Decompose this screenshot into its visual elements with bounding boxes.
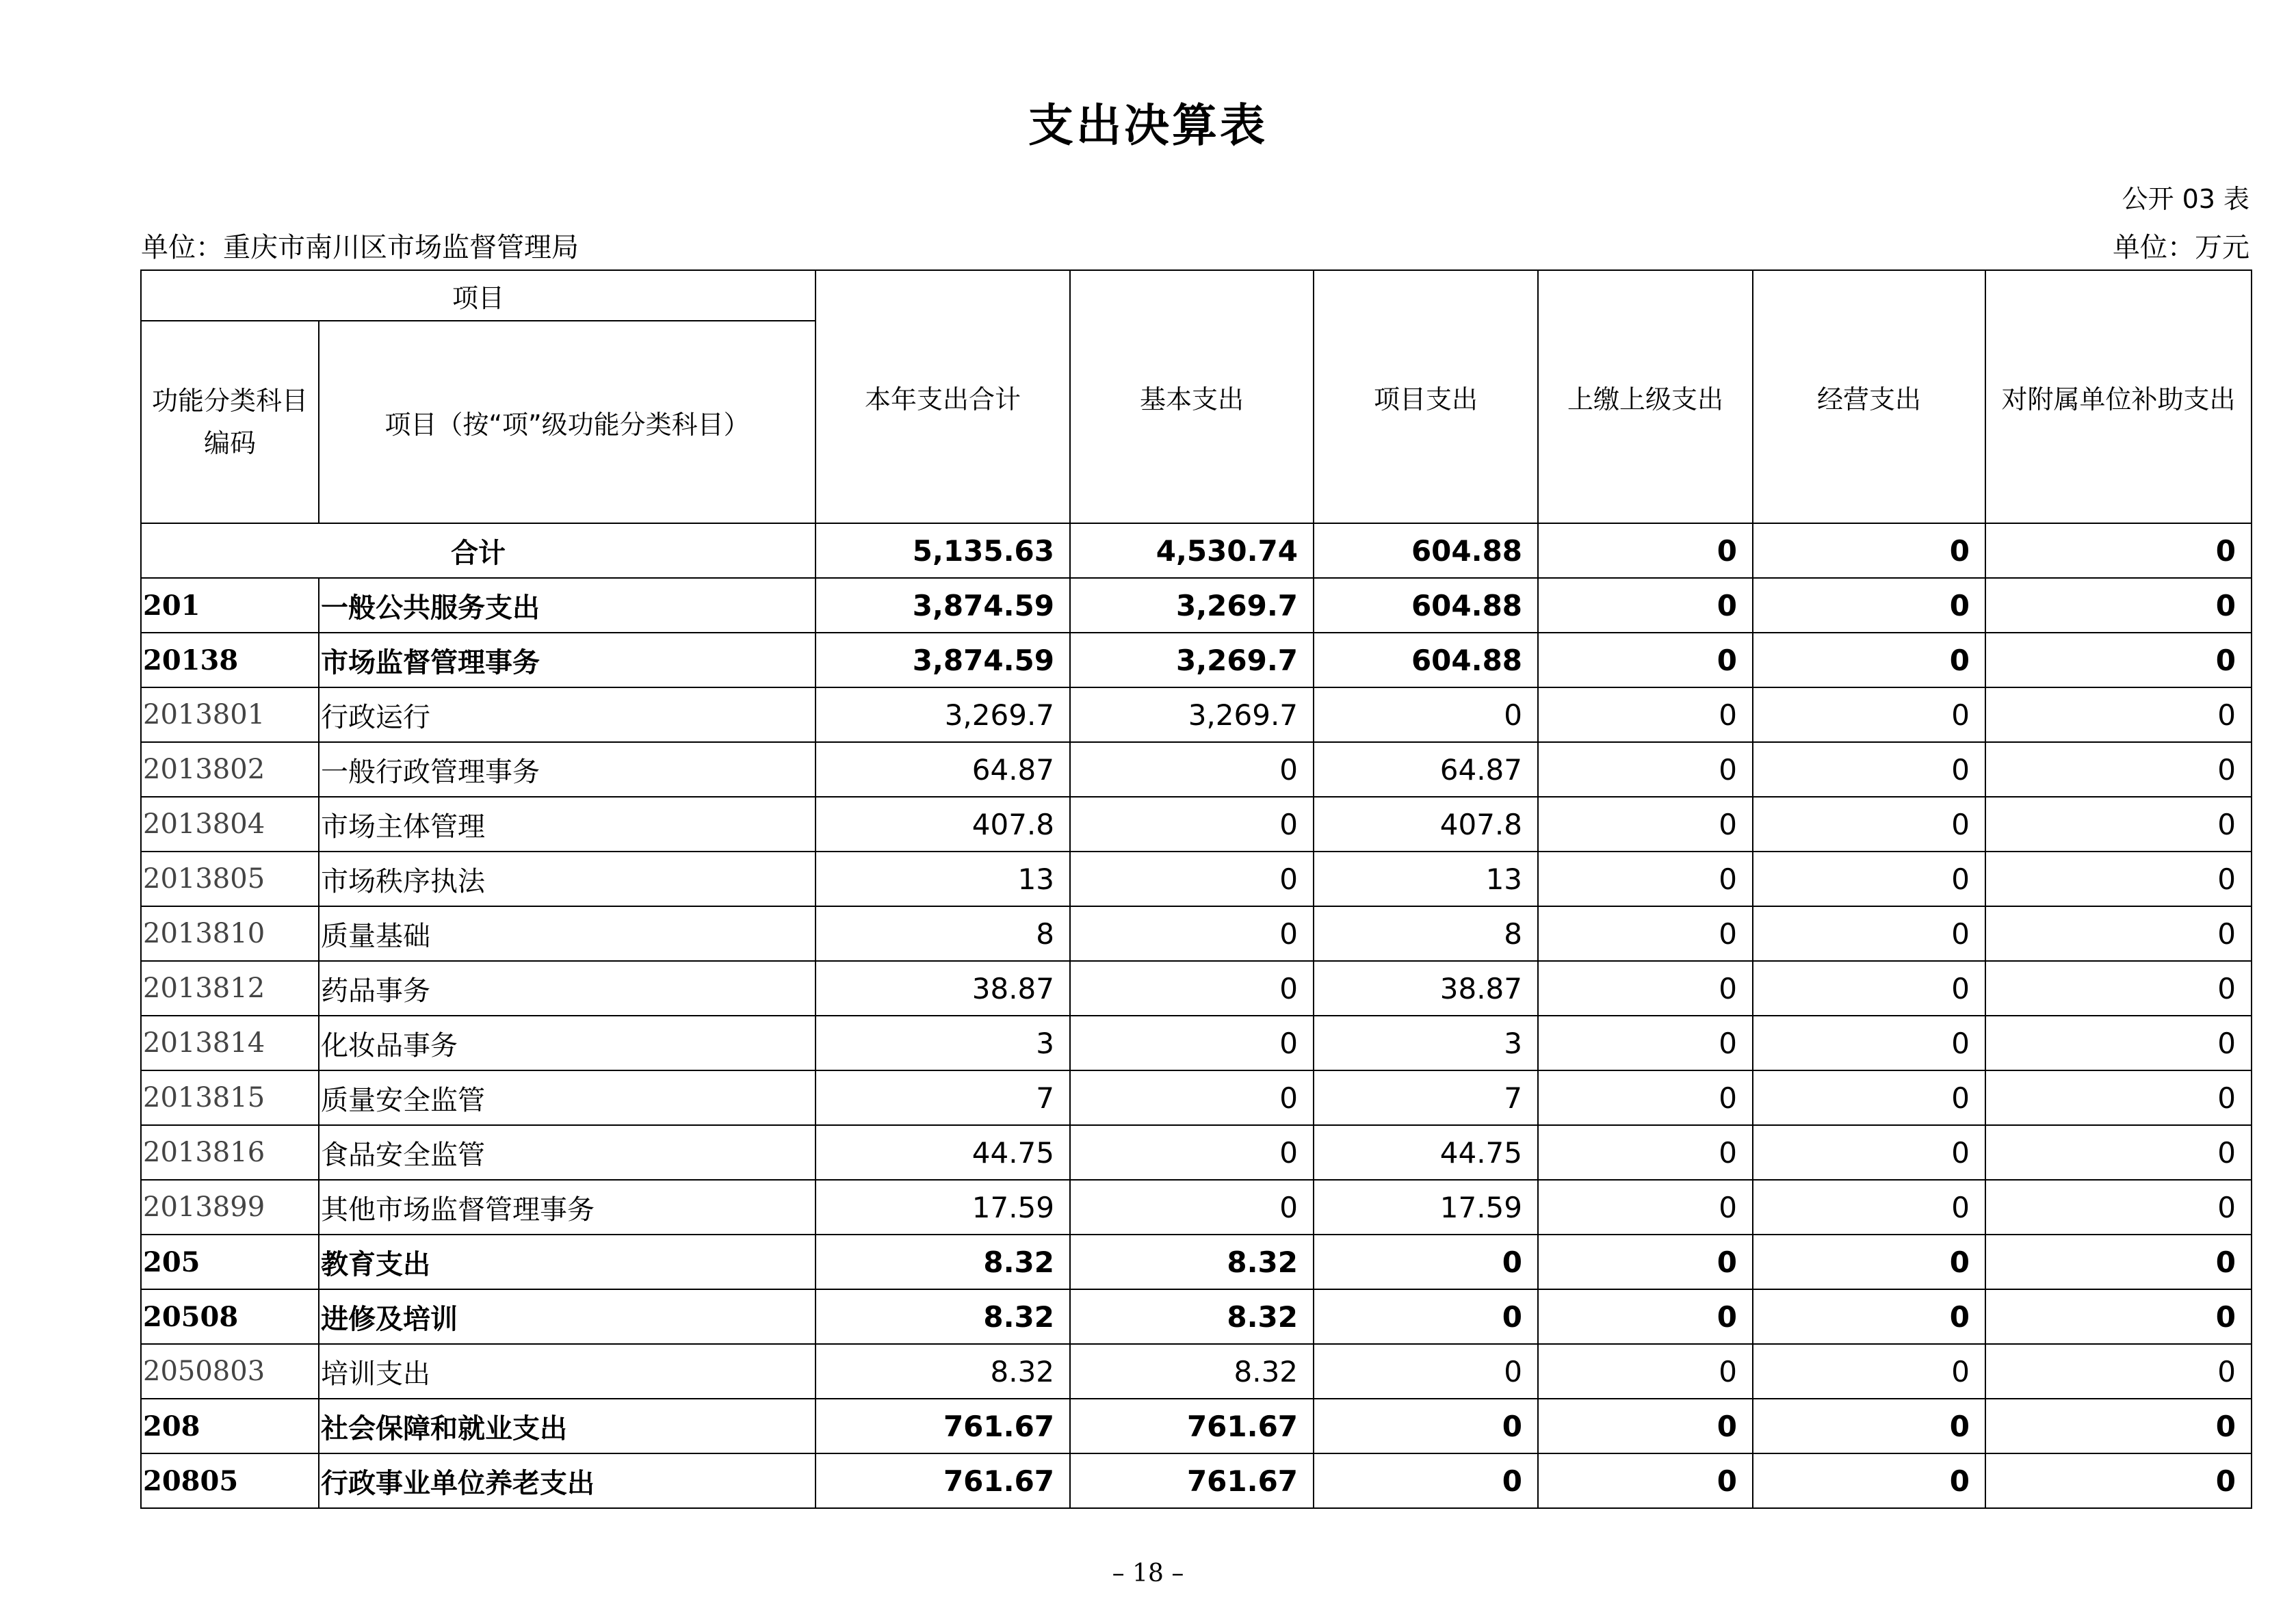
row-subsidy-value: 0	[1985, 961, 2252, 1016]
row-subsidy-value: 0	[1985, 1235, 2252, 1289]
row-name: 市场主体管理	[319, 797, 816, 852]
table-row	[141, 1180, 2252, 1235]
total-subsidy: 0	[1985, 523, 2252, 578]
row-upper-value: 0	[1538, 578, 1753, 633]
row-code: 2013802	[141, 742, 319, 797]
row-business-value: 0	[1753, 578, 1985, 633]
row-project-value: 8	[1314, 906, 1538, 961]
table-row	[141, 1235, 2252, 1289]
row-name: 市场监督管理事务	[319, 633, 816, 687]
row-code: 2013899	[141, 1180, 319, 1235]
header-project-expense: 项目支出	[1314, 270, 1538, 523]
row-upper-value: 0	[1538, 852, 1753, 906]
total-row	[141, 523, 2252, 578]
organization-unit: 单位：重庆市南川区市场监督管理局	[141, 232, 579, 263]
row-business-value: 0	[1753, 1070, 1985, 1125]
row-name: 进修及培训	[319, 1289, 816, 1344]
row-sum-value: 8.32	[816, 1289, 1070, 1344]
row-code: 2013814	[141, 1016, 319, 1070]
row-name: 市场秩序执法	[319, 852, 816, 906]
row-subsidy-value: 0	[1985, 906, 2252, 961]
header-item-name: 项目（按“项”级功能分类科目）	[319, 321, 816, 523]
row-sum-value: 3,874.59	[816, 578, 1070, 633]
row-upper-value: 0	[1538, 1344, 1753, 1399]
table-row	[141, 633, 2252, 687]
table-row	[141, 687, 2252, 742]
row-project-value: 0	[1314, 1344, 1538, 1399]
row-basic-value: 3,269.7	[1070, 633, 1314, 687]
row-subsidy-value: 0	[1985, 1070, 2252, 1125]
row-code: 20508	[141, 1289, 319, 1344]
row-business-value: 0	[1753, 1016, 1985, 1070]
row-code: 205	[141, 1235, 319, 1289]
row-business-value: 0	[1753, 633, 1985, 687]
row-basic-value: 3,269.7	[1070, 687, 1314, 742]
row-business-value: 0	[1753, 1125, 1985, 1180]
table-row	[141, 1453, 2252, 1508]
row-project-value: 0	[1314, 1399, 1538, 1453]
row-sum-value: 3,874.59	[816, 633, 1070, 687]
table-row	[141, 1125, 2252, 1180]
header-business: 经营支出	[1753, 270, 1985, 523]
row-basic-value: 8.32	[1070, 1289, 1314, 1344]
row-upper-value: 0	[1538, 1289, 1753, 1344]
row-sum-value: 17.59	[816, 1180, 1070, 1235]
row-subsidy-value: 0	[1985, 797, 2252, 852]
row-name: 一般行政管理事务	[319, 742, 816, 797]
row-subsidy-value: 0	[1985, 687, 2252, 742]
currency-unit: 单位：万元	[2113, 232, 2249, 263]
row-business-value: 0	[1753, 1399, 1985, 1453]
row-basic-value: 0	[1070, 797, 1314, 852]
row-upper-value: 0	[1538, 906, 1753, 961]
table-row	[141, 1016, 2252, 1070]
row-upper-value: 0	[1538, 1180, 1753, 1235]
total-basic: 4,530.74	[1070, 523, 1314, 578]
row-subsidy-value: 0	[1985, 742, 2252, 797]
row-subsidy-value: 0	[1985, 1289, 2252, 1344]
row-project-value: 604.88	[1314, 578, 1538, 633]
row-basic-value: 0	[1070, 1016, 1314, 1070]
row-upper-value: 0	[1538, 742, 1753, 797]
row-upper-value: 0	[1538, 1399, 1753, 1453]
row-sum-value: 7	[816, 1070, 1070, 1125]
total-project: 604.88	[1314, 523, 1538, 578]
header-subsidy: 对附属单位补助支出	[1985, 270, 2252, 523]
row-sum-value: 3	[816, 1016, 1070, 1070]
row-code: 2013815	[141, 1070, 319, 1125]
row-upper-value: 0	[1538, 1016, 1753, 1070]
row-basic-value: 8.32	[1070, 1344, 1314, 1399]
row-business-value: 0	[1753, 1453, 1985, 1508]
row-subsidy-value: 0	[1985, 1125, 2252, 1180]
row-subsidy-value: 0	[1985, 852, 2252, 906]
row-code: 20805	[141, 1453, 319, 1508]
row-sum-value: 8	[816, 906, 1070, 961]
row-name: 一般公共服务支出	[319, 578, 816, 633]
row-business-value: 0	[1753, 852, 1985, 906]
form-number: 公开 03 表	[2122, 184, 2249, 214]
page-number: – 18 –	[1112, 1559, 1184, 1587]
expenditure-table	[140, 269, 2252, 1509]
row-code: 2013801	[141, 687, 319, 742]
row-sum-value: 761.67	[816, 1453, 1070, 1508]
row-upper-value: 0	[1538, 1453, 1753, 1508]
table-row	[141, 1070, 2252, 1125]
row-sum-value: 761.67	[816, 1399, 1070, 1453]
row-project-value: 38.87	[1314, 961, 1538, 1016]
row-basic-value: 0	[1070, 961, 1314, 1016]
row-code: 2013816	[141, 1125, 319, 1180]
row-upper-value: 0	[1538, 633, 1753, 687]
row-business-value: 0	[1753, 797, 1985, 852]
row-basic-value: 761.67	[1070, 1399, 1314, 1453]
row-project-value: 604.88	[1314, 633, 1538, 687]
header-project: 项目	[141, 270, 816, 321]
row-name: 教育支出	[319, 1235, 816, 1289]
header-func-code: 功能分类科目编码	[141, 321, 319, 523]
row-name: 行政事业单位养老支出	[319, 1453, 816, 1508]
table-row	[141, 1399, 2252, 1453]
header-basic: 基本支出	[1070, 270, 1314, 523]
table-row	[141, 1289, 2252, 1344]
row-business-value: 0	[1753, 906, 1985, 961]
row-code: 2013805	[141, 852, 319, 906]
row-project-value: 0	[1314, 1235, 1538, 1289]
row-basic-value: 0	[1070, 906, 1314, 961]
total-business: 0	[1753, 523, 1985, 578]
row-subsidy-value: 0	[1985, 1016, 2252, 1070]
row-code: 2013810	[141, 906, 319, 961]
row-project-value: 44.75	[1314, 1125, 1538, 1180]
row-sum-value: 38.87	[816, 961, 1070, 1016]
row-basic-value: 0	[1070, 1070, 1314, 1125]
row-code: 2013812	[141, 961, 319, 1016]
row-upper-value: 0	[1538, 797, 1753, 852]
row-basic-value: 8.32	[1070, 1235, 1314, 1289]
row-project-value: 407.8	[1314, 797, 1538, 852]
row-project-value: 0	[1314, 687, 1538, 742]
row-business-value: 0	[1753, 1289, 1985, 1344]
row-name: 社会保障和就业支出	[319, 1399, 816, 1453]
row-subsidy-value: 0	[1985, 633, 2252, 687]
row-name: 行政运行	[319, 687, 816, 742]
header-total: 本年支出合计	[816, 270, 1070, 523]
row-business-value: 0	[1753, 742, 1985, 797]
row-business-value: 0	[1753, 961, 1985, 1016]
row-upper-value: 0	[1538, 1235, 1753, 1289]
row-basic-value: 0	[1070, 1180, 1314, 1235]
row-business-value: 0	[1753, 1235, 1985, 1289]
row-name: 化妆品事务	[319, 1016, 816, 1070]
row-code: 20138	[141, 633, 319, 687]
row-subsidy-value: 0	[1985, 1180, 2252, 1235]
row-basic-value: 761.67	[1070, 1453, 1314, 1508]
row-business-value: 0	[1753, 1180, 1985, 1235]
row-name: 质量安全监管	[319, 1070, 816, 1125]
row-basic-value: 3,269.7	[1070, 578, 1314, 633]
row-upper-value: 0	[1538, 687, 1753, 742]
row-code: 201	[141, 578, 319, 633]
row-basic-value: 0	[1070, 852, 1314, 906]
total-upper: 0	[1538, 523, 1753, 578]
row-basic-value: 0	[1070, 742, 1314, 797]
row-name: 质量基础	[319, 906, 816, 961]
page-title: 支出决算表	[1028, 99, 1268, 152]
row-project-value: 7	[1314, 1070, 1538, 1125]
row-project-value: 64.87	[1314, 742, 1538, 797]
row-name: 其他市场监督管理事务	[319, 1180, 816, 1235]
row-name: 药品事务	[319, 961, 816, 1016]
table-row	[141, 1344, 2252, 1399]
row-sum-value: 13	[816, 852, 1070, 906]
table-row	[141, 797, 2252, 852]
table-row	[141, 578, 2252, 633]
row-project-value: 17.59	[1314, 1180, 1538, 1235]
header-upper-level: 上缴上级支出	[1538, 270, 1753, 523]
row-upper-value: 0	[1538, 1070, 1753, 1125]
row-code: 208	[141, 1399, 319, 1453]
table-row	[141, 961, 2252, 1016]
row-name: 食品安全监管	[319, 1125, 816, 1180]
row-project-value: 0	[1314, 1453, 1538, 1508]
table-row	[141, 852, 2252, 906]
row-business-value: 0	[1753, 1344, 1985, 1399]
row-subsidy-value: 0	[1985, 1399, 2252, 1453]
row-upper-value: 0	[1538, 961, 1753, 1016]
row-sum-value: 64.87	[816, 742, 1070, 797]
total-sum: 5,135.63	[816, 523, 1070, 578]
row-sum-value: 8.32	[816, 1344, 1070, 1399]
row-upper-value: 0	[1538, 1125, 1753, 1180]
row-sum-value: 44.75	[816, 1125, 1070, 1180]
table-row	[141, 906, 2252, 961]
total-label: 合计	[141, 523, 816, 578]
row-sum-value: 8.32	[816, 1235, 1070, 1289]
row-business-value: 0	[1753, 687, 1985, 742]
row-code: 2050803	[141, 1344, 319, 1399]
row-subsidy-value: 0	[1985, 578, 2252, 633]
row-subsidy-value: 0	[1985, 1344, 2252, 1399]
row-sum-value: 407.8	[816, 797, 1070, 852]
row-subsidy-value: 0	[1985, 1453, 2252, 1508]
row-project-value: 3	[1314, 1016, 1538, 1070]
row-code: 2013804	[141, 797, 319, 852]
row-project-value: 13	[1314, 852, 1538, 906]
row-project-value: 0	[1314, 1289, 1538, 1344]
row-basic-value: 0	[1070, 1125, 1314, 1180]
row-sum-value: 3,269.7	[816, 687, 1070, 742]
table-row	[141, 742, 2252, 797]
row-name: 培训支出	[319, 1344, 816, 1399]
